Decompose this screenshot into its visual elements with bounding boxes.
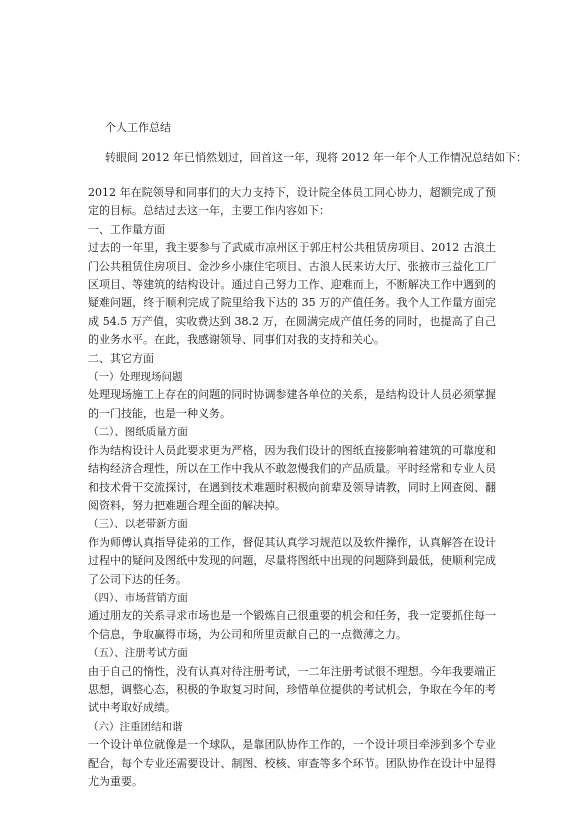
section-heading-other: 二、其它方面 (88, 351, 154, 365)
subsection-heading-site-issues: （一）处理现场问题 (88, 371, 183, 384)
teamwork-paragraph: 一个设计单位就像是一个球队，是靠团队协作工作的，一个设计项目牵涉到多个专业配合，每个专业还需要设计、制图、校核、审查等多个环节。团队协作在设计中显得尤为重要。 (88, 738, 496, 788)
site-issues-paragraph: 处理现场施工上存在的问题的同时协调参建各单位的关系，是结构设计人员必须掌握的一门技能，也是一种义务。 (88, 388, 496, 420)
subsection-heading-registration-exam: （五）、注册考试方面 (88, 647, 188, 660)
workload-paragraph: 过去的一年里，我主要参与了武威市凉州区于郭庄村公共租赁房项目、2012 古浪土门公共租赁住房项目、金沙乡小康住宅项目、古浪人民来访大厅、张掖市三益化工厂区项目、等建筑的结构设计。通过自己努力工作、迎难而上，不断解决工作中遇到的疑难问题，终于顺利完成了院里给我下达的 35 万的产值任务。我个人工作量方面完成 54.5 万产值，实收费达到 38.2 万，在圆满完成产值任务的同时，也提高了自己的业务水平。在此，我感谢领导、同事们对我的支持和关心。 (88, 241, 496, 347)
overview-paragraph: 2012 年在院领导和同事们的大力支持下，设计院全体员工同心协力，超额完成了预定的目标。总结过去这一年，主要工作内容如下： (88, 186, 496, 218)
marketing-paragraph: 通过朋友的关系寻求市场也是一个锻炼自己很重要的机会和任务，我一定要抓住每一个信息，争取赢得市场，为公司和所里贡献自己的一点微薄之力。 (88, 609, 496, 641)
subsection-heading-drawing-quality: （二）、图纸质量方面 (88, 426, 188, 439)
subsection-heading-teamwork: （六）注重团结和谐 (88, 720, 183, 733)
section-heading-workload: 一、工作量方面 (88, 222, 165, 236)
document-body (88, 184, 496, 791)
document-title: 个人工作总结 (105, 121, 171, 134)
subsection-heading-marketing: （四）、市场营销方面 (88, 591, 188, 604)
intro-paragraph: 转眼间 2012 年已悄然划过，回首这一年，现将 2012 年一年个人工作情况总结如下： (105, 151, 527, 164)
registration-exam-paragraph: 由于自己的惰性，没有认真对待注册考试，一二年注册考试很不理想。今年我要端正思想，调整心态，积极的争取复习时间，珍惜单位提供的考试机会，争取在今年的考试中考取好成绩。 (88, 664, 496, 715)
subsection-heading-mentoring: （三）、以老带新方面 (88, 518, 188, 531)
mentoring-paragraph: 作为师傅认真指导徒弟的工作，督促其认真学习规范以及软件操作，认真解答在设计过程中的疑问及图纸中发现的问题，尽量将图纸中出现的问题降到最低，使顺利完成了公司下达的任务。 (88, 535, 496, 586)
drawing-quality-paragraph: 作为结构设计人员此要求更为严格，因为我们设计的图纸直接影响着建筑的可靠度和结构经济合理性，所以在工作中我从不敢忽慢我们的产品质量。平时经常和专业人员和技术骨干交流探讨，在遇到技术难题时积极向前辈及领导请教，同时上网查阅、翻阅资料，努力把难题合理全面的解决掉。 (88, 443, 496, 512)
